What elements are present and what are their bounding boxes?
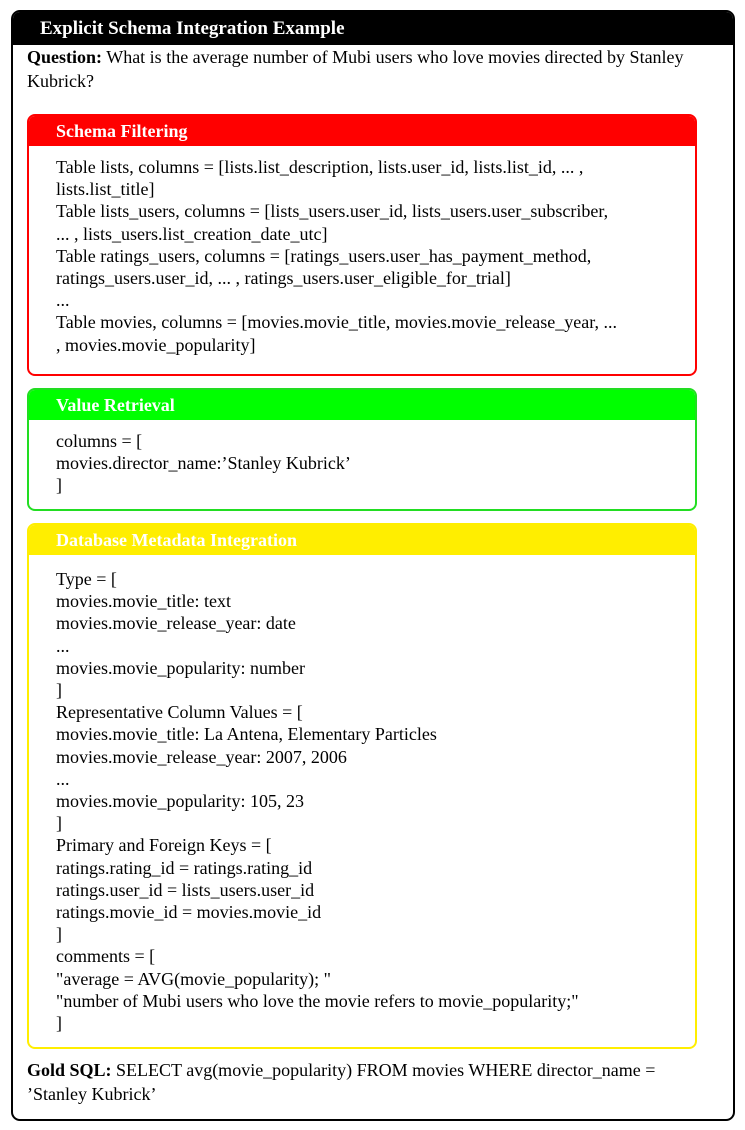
metadata-line: Type = [ [56,569,117,589]
metadata-line: "average = AVG(movie_popularity); " [56,968,331,989]
value-retrieval-title: Value Retrieval [29,390,695,420]
metadata-line: movies.movie_popularity: 105, 23 [56,791,304,812]
metadata-line: ... [56,635,70,656]
schema-filtering-title: Schema Filtering [29,116,695,146]
question [27,45,707,93]
gold-sql-label: Gold SQL: [27,1060,112,1080]
panel-title: Explicit Schema Integration Example [13,12,733,45]
metadata-line: Representative Column Values = [ [56,702,303,723]
metadata-line: movies.movie_release_year: date [56,613,296,634]
schema-line: Table movies, columns = [movies.movie_title, movies.movie_release_year, ... [56,312,618,333]
schema-line: lists.list_title] [56,179,155,200]
value-line: columns = [ [56,431,143,451]
schema-line: ... , lists_users.list_creation_date_utc] [56,223,328,244]
metadata-line: movies.movie_title: La Antena, Elementary Particles [56,724,437,745]
metadata-integration-title: Database Metadata Integration [29,525,695,555]
gold-sql [27,1058,707,1106]
metadata-line: ] [56,813,62,834]
metadata-line: ratings.movie_id = movies.movie_id [56,902,322,923]
schema-line: ... [56,290,70,311]
metadata-line: "number of Mubi users who love the movie refers to movie_popularity;" [56,990,579,1011]
schema-line: Table ratings_users, columns = [ratings_users.user_has_payment_method, [56,245,592,266]
metadata-line: movies.movie_popularity: number [56,657,305,678]
metadata-line: ] [56,680,62,701]
metadata-line: ] [56,924,62,945]
metadata-line: ] [56,1013,62,1034]
metadata-integration-box [27,523,697,1049]
schema-line: ratings_users.user_id, ... , ratings_users.user_eligible_for_trial] [56,268,511,289]
metadata-integration-body [29,555,695,1034]
schema-line: , movies.movie_popularity] [56,334,256,355]
metadata-line: ratings.user_id = lists_users.user_id [56,879,315,900]
schema-line: Table lists, columns = [lists.list_description, lists.user_id, lists.list_id, ... , [56,157,584,177]
metadata-line: ratings.rating_id = ratings.rating_id [56,857,313,878]
metadata-line: movies.movie_release_year: 2007, 2006 [56,746,347,767]
schema-line: Table lists_users, columns = [lists_users.user_id, lists_users.user_subscriber, [56,201,609,222]
metadata-line: comments = [ [56,946,156,967]
question-text: What is the average number of Mubi users who love movies directed by Stanley Kubrick? [27,47,684,91]
value-retrieval-box [27,388,697,511]
gold-sql-text: SELECT avg(movie_popularity) FROM movies WHERE director_name = ’Stanley Kubrick’ [27,1060,656,1104]
value-retrieval-body [29,420,695,497]
value-line: ] [56,475,62,496]
schema-filtering-box [27,114,697,376]
metadata-line: Primary and Foreign Keys = [ [56,835,272,856]
metadata-line: ... [56,768,70,789]
value-line: movies.director_name:’Stanley Kubrick’ [56,453,351,474]
question-label: Question: [27,47,103,67]
schema-filtering-body [29,146,695,356]
metadata-line: movies.movie_title: text [56,591,231,612]
